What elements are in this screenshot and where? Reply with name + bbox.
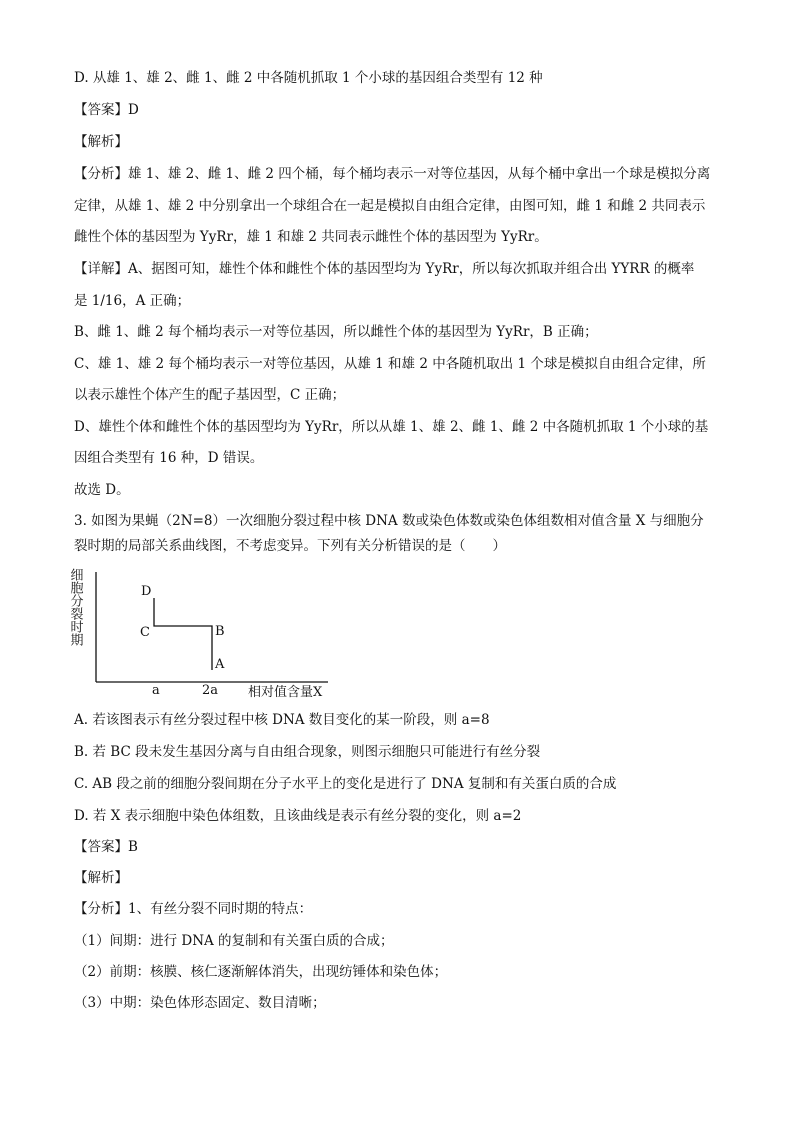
answer-label: 【答案】B [74,839,138,855]
analysis-text-line: 雌性个体的基因型为 YyRr，雄 1 和雄 2 共同表示雌性个体的基因型为 YyRr。 [74,229,548,245]
detail-text-line: 【详解】A、据图可知，雄性个体和雌性个体的基因型均为 YyRr，所以每次抓取并组合出 YYRR 的概率 [74,261,695,277]
analysis-label: 【解析】 [74,870,128,886]
analysis-text-line: 【分析】雄 1、雄 2、雌 1、雌 2 四个桶，每个桶均表示一对等位基因，从每个桶中拿出一个球是模拟分离 [74,166,711,182]
option-d-line: D. 从雄 1、雄 2、雌 1、雌 2 中各随机抓取 1 个小球的基因组合类型有 12 种 [74,70,543,86]
detail-text-line: 以表示雄性个体产生的配子基因型，C 正确； [74,387,346,403]
option-a: A. 若该图表示有丝分裂过程中核 DNA 数目变化的某一阶段，则 a=8 [74,712,490,728]
y-axis-label: 细胞分裂时期 [67,568,83,646]
point-label-c: C [140,625,150,640]
x-axis-label: 相对值含量X [248,685,323,700]
analysis-text-line: 定律，从雄 1、雄 2 中分别拿出一个球组合在一起是模拟自由组合定律，由图可知，雌 1 和雌 2 共同表示 [74,198,706,214]
detail-text-line: D、雄性个体和雌性个体的基因型均为 YyRr，所以从雄 1、雄 2、雌 1、雌 2 中各随机抓取 1 个小球的基 [74,419,709,435]
analysis-text-line: （1）间期：进行 DNA 的复制和有关蛋白质的合成； [74,933,394,949]
analysis-label: 【解析】 [74,134,128,150]
point-label-b: B [215,624,225,639]
analysis-text-line: 【分析】1、有丝分裂不同时期的特点： [74,901,313,917]
question-3-stem: 裂时期的局部关系曲线图，不考虑变异。下列有关分析错误的是（ ） [74,538,506,554]
question-3-stem: 3. 如图为果蝇（2N=8）一次细胞分裂过程中核 DNA 数或染色体数或染色体组数相对值含量 X 与细胞分 [74,513,704,529]
analysis-text-line: （2）前期：核膜、核仁逐渐解体消失，出现纺锤体和染色体； [74,964,448,980]
option-c: C. AB 段之前的细胞分裂间期在分子水平上的变化是进行了 DNA 复制和有关蛋白质的合成 [74,776,617,792]
point-label-a: A [215,657,225,672]
detail-text-line: 因组合类型有 16 种，D 错误。 [74,450,264,466]
detail-text-line: B、雌 1、雌 2 每个桶均表示一对等位基因，所以雌性个体的基因型为 YyRr，B 正确； [74,324,598,340]
detail-text-line: 是 1/16，A 正确； [74,293,191,309]
conclusion-line: 故选 D。 [74,482,130,498]
cell-division-graph [66,560,346,706]
point-label-d: D [141,584,152,599]
option-d: D. 若 X 表示细胞中染色体组数，且该曲线是表示有丝分裂的变化，则 a=2 [74,808,522,824]
x-tick-a: a [152,683,160,698]
answer-label: 【答案】D [74,102,139,118]
detail-text-line: C、雄 1、雄 2 每个桶均表示一对等位基因，从雄 1 和雄 2 中各随机取出 1 个球是模拟自由组合定律，所 [74,356,706,372]
analysis-text-line: （3）中期：染色体形态固定、数目清晰； [74,995,326,1011]
curve-line [154,598,212,670]
option-b: B. 若 BC 段未发生基因分离与自由组合现象，则图示细胞只可能进行有丝分裂 [74,744,541,760]
x-tick-2a: 2a [202,683,219,698]
